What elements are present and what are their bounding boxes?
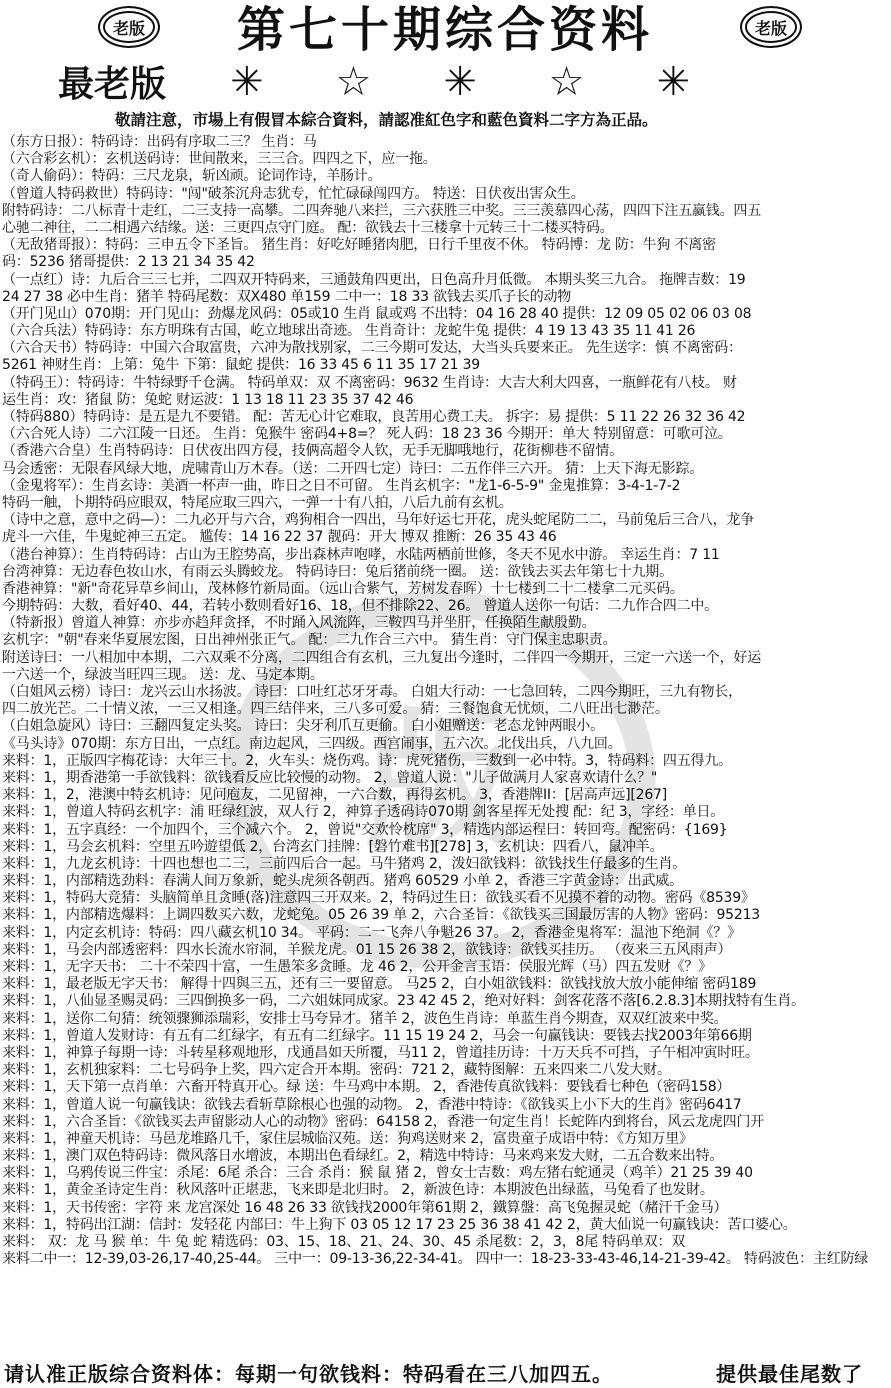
text-line: 来料：1，内部精选劲料：春满人间万象新，蛇头虎须各朝西。猪鸡 60529 小单 2，香港三字黄金诗：出武威。 (2, 873, 683, 890)
text-line: 来料：1，无字天书： 二十不荣四十富，一生愚笨多贪睡。龙 46 2，公开金言玉语：侯服光辉（马）四五发财《？》 (2, 959, 712, 975)
text-line: 马会透密：无限春风绿大地，虎啸青山万木春。（送：二开四七定）诗曰：二五作伴三六开。 猜：上天下海无影踪。 (2, 460, 704, 477)
text-line: （东方日报）：特码诗：出码有序取二三？ 生肖：马 (2, 134, 317, 150)
svg-text:版: 版 (365, 693, 515, 869)
brand-logo-right (740, 6, 802, 48)
logo-text: 老版 (754, 18, 787, 38)
asterisk-icon: ✳ (443, 59, 477, 105)
text-line: （特码王）：特码诗：牛特绿野千仓满。 特码单双：双 不离密码：9632 生肖诗：大吉大利大四喜，一瓶鲜花有八枝。 财 (2, 374, 737, 391)
page-header (0, 0, 891, 112)
text-line: （白姐风云榜）诗曰：龙兴云山水扬波。 诗曰：口吐红芯牙牙毒。 白姐大行动：一七急回转，二四今期旺，三九有物长， (2, 684, 742, 700)
text-line: （曾道人特码救世）特码诗："闯"破茶沉舟志犹专，忙忙碌碌闯四方。 特送：日伏夜出害众生。 (2, 185, 585, 202)
text-line: 四二放光芒。二十情义浓，一三又相逢。四三结伴来，三八多可爱。 猜：三餐饱食无忧烦，二八旺出七渺茫。 (2, 701, 669, 718)
text-line: 运生肖：攻：猪鼠 防：兔蛇 财运波：1 13 18 11 23 35 37 42 46 (2, 391, 414, 408)
text-line: 来料：1，玄机独家料：二七号码争上奖，四六定合开本期。密码：721 2，藏特图解：五来四来二八发大财。 (2, 1062, 671, 1079)
text-line: 玄机字："朝"春来华夏展宏图，日出神州张正气。 配：二九作合三六中。 猜生肖：守门保主忠职责。 (2, 632, 617, 649)
page-title: 第七十期综合资料 (236, 2, 653, 58)
text-line: 码：5236 猪哥提供：2 13 21 34 35 42 (2, 254, 255, 271)
text-line: 24 27 38 必中生肖：猪羊 特码尾数：双X480 单159 二中一：18 33 欲钱去买爪子长的动物 (2, 288, 572, 305)
text-line: 来料：1，乌鸦传说三件宝：杀尾：6尾 杀合：三合 杀肖：猴 鼠 猪 2，曾女士吉数：鸡左猪右蛇通灵（鸡羊）21 25 39 40 (2, 1165, 753, 1182)
page-footer (0, 1360, 891, 1388)
text-line: 来料：1，正版四字梅花诗：大年三十。2，火车头：烧伤鸡。诗：虎死猪伤，三数到一必中特。3，特码料：四五得九。 (2, 752, 732, 769)
text-line: （香港六合皇）生肖特码诗：日伏夜出四方侵，技俩高超令人钦，无手无脚哦地行，花街柳巷不留情。 (2, 443, 623, 460)
text-line: 一六送一个，绿波当旺四三现。 送：龙、马定本期。 (2, 666, 324, 683)
text-line: 《马头诗》070期：东方日出，一点红。南边起风，三四级。西宫闹事，五六次。北伐出兵，八九回。 (2, 735, 622, 752)
asterisk-icon: ✳ (656, 59, 690, 105)
logo-text: 老版 (112, 18, 145, 38)
text-line: 来料：1，五字真经：一个加四个，三个减六个。 2，曾说"交欢怜枕席" 3，精选内部运程曰：转回弯。配密码：{169} (2, 821, 728, 838)
asterisk-icon: ✳ (230, 59, 264, 105)
edition-label: 最老版 (58, 63, 167, 105)
text-line: 来料：1，特码大竞猜：头脑简单且贪睡(落)注意四三开双来。2，特码过生日：欲钱买看不见摸不着的动物。密码《8539》 (2, 890, 755, 907)
text-line: （六合天书）特码诗：中国六合取富贵，六冲为散找别家，二三今期可发达，大当头兵要来正。 先生送字：慎 不离密码： (2, 340, 742, 357)
text-line: （六合兵法）特码诗：东方明珠有古国，屹立地球出奇迹。 生肖奇计：龙蛇牛兔 提供：4 19 13 43 35 11 41 26 (2, 323, 696, 340)
text-line: 附特码诗：二八标青十走红，二三支持一高攀。二四奔驰八来拦，三六获胜三中奖。三三羡慕四心荡，四四下注五赢钱。四五 (2, 202, 761, 219)
star-icon: ☆ (335, 59, 372, 105)
text-line: 今期特码：大数，看好40、44，若转小数则看好16、18，但不排除22、26。 曾道人送你一句话：二九作合四二中。 (2, 598, 718, 615)
text-line: 来料： 双：龙 马 猴 单：牛 兔 蛇 精选码：03、15、18、21、24、30、45 杀尾数：2，3，8尾 特码单双：双 (2, 1234, 686, 1250)
text-line: 香港神算："新"奇花异草乡间山，茂林修竹新局面。（远山合紫气，芳树发春晖）十七楼到二十二楼拿二元买码。 (2, 580, 684, 597)
text-line: （一点红）诗：九后合三三七并，二四双开特码来，三通鼓角四更出，日色高升月低微。 本期头奖三九合。 拖牌吉数：19 (2, 271, 746, 288)
text-line: （开门见山）070期：开门见山：劲爆龙风码：05或10 生肖 鼠或鸡 不出特：04 16 28 40 提供：12 09 05 02 06 03 08 (2, 305, 752, 322)
text-line: 来料：1，六合圣旨：《欲钱买去声留影动人心的动物》密码：64158 2，香港一句定生肖！长蛇阵内到将台，风云龙虎四门开 (2, 1113, 764, 1130)
text-line: 来料：1，内部精选爆料：上调四数买六数，龙蛇兔。05 26 39 单 2，六合圣旨：《欲钱买三国最厉害的人物》密码：95213 (2, 907, 760, 924)
text-line: 来料：1，特码出江湖：信封：发轻花 内部曰：牛上狗下 03 05 12 17 23 25 36 38 41 42 2，黄大仙说一句赢钱诀：苦口婆心。 (2, 1216, 797, 1233)
text-line: 来料：1，曾道人特码玄机字：浦 旺绿红波，双人行 2，神算子透码诗070期 剑客星挥无处搜 配：纪 3，字经：单日。 (2, 804, 725, 821)
text-line: （奇人偷码）：特码：三尺龙泉，斩凶顽。论词作诗，羊肠计。 (2, 168, 382, 185)
text-line: （港台神算）：生肖特码诗：占山为王腔势高，步出森林声咆哮，水陆两栖前世修，冬天不见水中游。 幸运生肖：7 11 (2, 546, 720, 563)
text-line: 5261 神财生肖：上第：兔牛 下第：鼠蛇 提供：16 33 45 6 11 35 17 21 39 (2, 357, 481, 374)
text-line: （特新报）曾道人神算：亦步亦趋拜贪择，不时踊入风流阵，三鞍四马并坐肝，任换陌生献殷勤。 (2, 615, 596, 632)
text-line: 来料：1，澳门双色特码诗：微风落日水增波，本期出色看绿红。2，精选中特诗：马来鸡来发大财，二五合数来出特。 (2, 1148, 724, 1165)
text-line: （特码880）特码诗：是五是九不要错。 配：苦无心计它难取，良苦用心费工夫。 拆字：易 提供：5 11 22 26 32 36 42 (2, 409, 746, 425)
text-line: （白姐急旋风）诗曰：三翻四复定头奖。 诗曰：尖牙利爪互更偷。 白小姐赠送：老态龙钟两眼小。 (2, 718, 604, 735)
text-line: （无敌猪哥报）：特码：三申五令下圣旨。 猪生肖：好吃好睡猪肉肥，日行千里夜不休。 特码博：龙 防：牛狗 不离密 (2, 237, 716, 254)
text-line: 来料：1，内定玄机诗：特码：四八藏玄机10 34。 平码：二一飞奔八争魁26 37。 2，香港金鬼将军：温池下绝洞《？》 (2, 924, 741, 941)
star-icon: ☆ (548, 59, 585, 105)
text-line: （六合彩玄机）：玄机送码诗：世间散来，三三合。四四之下，应一拖。 (2, 151, 437, 168)
footer-slogan: 请认准正版综合资料体：每期一句欲钱料：特码看在三八加四五。 (4, 1362, 613, 1386)
text-line: 来料：1，送你二句猜：统领骤狮添瑞彩，安排士马夸异才。猪羊 2，波色生肖诗：单蓝生肖今期查，双双红波来中奖。 (2, 1010, 728, 1027)
text-line: 来料：1，曾道人发财诗：有五有二红绿字，有五有二红绿字。11 15 19 24 2，马会一句赢钱诀：要钱去找2003年第66期 (2, 1027, 752, 1044)
text-line: （诗中之意，意中之码—）：二九必开与六合，鸡狗相合一四出，马年好运七开花，虎头蛇尾防二二，马前兔后三合八，龙争 (2, 512, 754, 529)
text-line: 来料：1，马会玄机料：空里五吟遊望低 2，台湾玄门挂牌：[磐竹难书][278] 3，玄机诀：四看八，鼠冲羊。 (2, 838, 664, 855)
text-line: （金鬼将军）：生肖玄诗：美酒一杯声一曲，昨日之日不可留。 生肖玄机字："龙1-6-5-9" 金鬼推算：3-4-1-7-2 (2, 477, 681, 494)
footer-tagline: 提供最佳尾数了 (716, 1362, 863, 1386)
article-body (2, 134, 888, 1356)
text-line: 来料：1，曾道人说一句赢钱诀：欲钱去看斩草除根心也强的动物。 2，香港中特诗：《欲钱买上小下大的生肖》密码6417 (2, 1096, 742, 1113)
text-line: 来料：1，八仙显圣赐灵码：三四倒换多一码，二六姐妹同成家。23 42 45 2，绝对好料：剑客花落不落[6.2.8.3]本期找特有生肖。 (2, 993, 805, 1010)
text-line: 特码一触，卜期特码应眼双，特尾应取三四六，一弹一十有八拍，八后九前有玄机。 (2, 494, 513, 511)
text-line: 来料：1，天下第一点肖单：六畜开特真开心。绿 送：牛马鸡中本期。 2，香港传真欲钱料：要钱看七种色（密码158） (2, 1079, 731, 1096)
text-line: 心驰二神往，二二相遇六结缘。送：三更四点守门庭。 配：欲钱去十三楼拿十元转三十二楼买特码。 (2, 219, 614, 236)
text-line: 来料：1，期香港第一手欲钱料：欲钱看反应比较慢的动物。 2，曾道人说："儿子做满月人家喜欢请什么？" (2, 769, 658, 786)
text-line: 来料：1，神童天机诗：马邑龙堆路几千，家住层城临汉苑。送：狗鸡送财来 2，富贵童子成语中特：《方知万里》 (2, 1130, 693, 1147)
brand-logo-left (98, 6, 160, 48)
text-line: （六合死人诗）二六江陵一日还。 生肖：兔猴牛 密码4+8=？ 死人码：18 23 36 今期开：单大 特别留意：可歌可泣。 (2, 426, 732, 443)
text-line: 来料：1，2，港澳中特玄机诗：见问庖友，二见留神，一六合数，再得玄机。 3，香港牌II：[居高声远][267] (2, 787, 667, 804)
authenticity-notice: 敬請注意，市場上有假冒本綜合資料，請認准紅色字和藍色資料二字方為正品。 (115, 110, 658, 129)
text-line: 来料：1，天书传密：字符 来 龙宫深处 16 48 26 33 欲钱找2000年第61期 2，鐵算盤：高飞兔握灵蛇（赭汗千金马） (2, 1199, 728, 1216)
text-line: 虎斗一六佳，牛鬼蛇神三五定。 尴传：14 16 22 37 靓码：开大 博双 推断：26 35 43 46 (2, 529, 557, 546)
star-decoration-row (230, 58, 690, 106)
text-line: 来料：1，马会内部透密料：四水长流水帘洞，羊猴龙虎。01 15 26 38 2，欲钱诗：欲钱买挂历。 （夜来三五风雨声） (2, 941, 732, 958)
text-line: 台湾神算：无边春色妆山水，有雨云头腾蛟龙。 特码诗曰：兔后猪前绕一圈。 送：欲钱去买去年第七十九期。 (2, 563, 673, 580)
text-line: 来料二中一：12-39,03-26,17-40,25-44。 三中一：09-13-36,22-34-41。 四中一：18-23-33-43-46,14-21-39-42。 特码波色：主红防绿 (2, 1251, 869, 1268)
text-line: 来料：1，九龙玄机诗：十四也想也二三，三前四后合一起。马牛猪鸡 2，泼妇欲钱料：欲钱找生仔最多的生肖。 (2, 855, 687, 872)
text-line: 来料：1，黄金圣诗定生肖：秋风落叶正堪悲，飞来即是北归时。 2，新波色诗：本期波色出绿蓝，马兔看了也发財。 (2, 1182, 714, 1199)
text-line: 来料：1，神算子每期一诗：斗转星移观地形，戊通昌如天所覆，马11 2，曾道挂历诗：十万天兵不可挡，子午相冲寅时旺。 (2, 1044, 759, 1061)
text-line: 来料：1，最老版无字天书： 解得十四與三五，还有三一要留意。 马25 2，白小姐欲钱料：欲钱找放大放小能伸缩 密码189 (2, 976, 757, 993)
text-line: 附送诗曰：一八相加中本期，二六双乘不分离，二四组合有玄机，三九复出今逢时，二伴四一今期开，三定一六送一个，好运 (2, 649, 761, 666)
